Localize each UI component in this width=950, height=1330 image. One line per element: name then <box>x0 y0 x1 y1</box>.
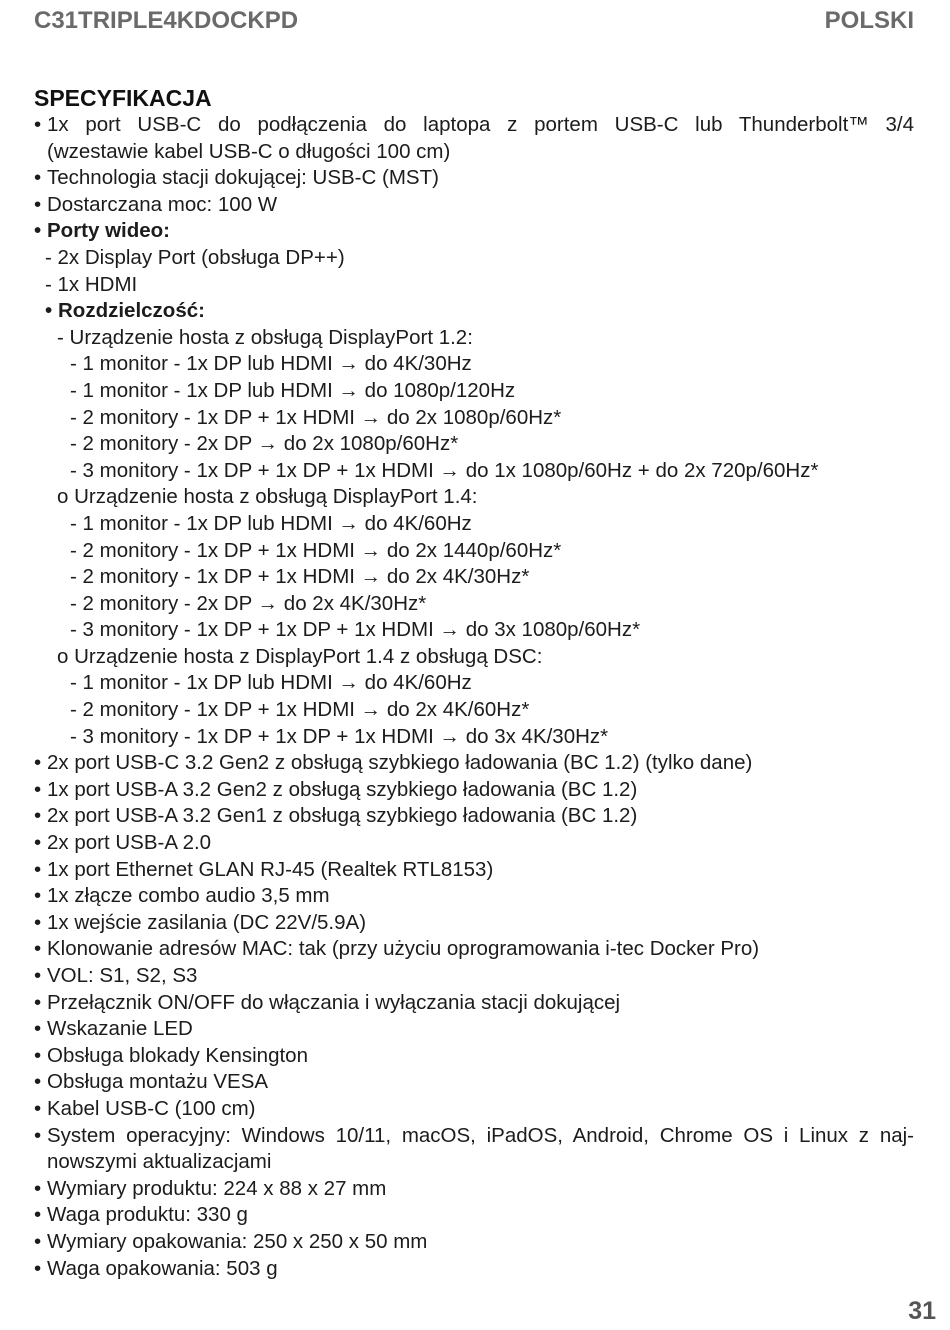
spec-item-text: VOL: S1, S2, S3 <box>47 964 198 987</box>
spec-bullet-item <box>34 857 914 884</box>
spec-item-text: Technologia stacji dokującej: USB-C (MST) <box>47 166 439 190</box>
bullet-marker: • <box>34 831 42 855</box>
bullet-marker: • <box>45 299 53 323</box>
spec-item-text: - 1 monitor - 1x DP lub HDMI → do 4K/60Hz <box>70 511 472 535</box>
spec-sub-item <box>34 511 914 538</box>
spec-item-text: 1x port USB-A 3.2 Gen2 z obsługą szybkiego ładowania (BC 1.2) <box>47 777 638 801</box>
bullet-marker: • <box>34 751 42 775</box>
spec-item-text: Wskazanie LED <box>47 1017 193 1041</box>
bullet-marker: • <box>34 219 42 243</box>
spec-item-text: 2x port USB-A 2.0 <box>47 831 212 855</box>
spec-sub-item <box>34 670 914 697</box>
spec-item-text: - 1 monitor - 1x DP lub HDMI → do 4K/60Hz <box>70 671 472 695</box>
spec-bullet-item <box>34 830 914 857</box>
spec-item-text: nowszymi aktualizacjami <box>47 1150 272 1174</box>
spec-item-text: Wymiary opakowania: 250 x 250 x 50 mm <box>47 1229 428 1253</box>
document-model-header: C31TRIPLE4KDOCKPD <box>34 7 299 34</box>
bullet-marker: • <box>34 777 42 801</box>
bullet-marker: • <box>34 1123 42 1147</box>
bullet-marker: • <box>34 192 42 216</box>
spec-item-text: - 3 monitory - 1x DP + 1x DP + 1x HDMI → do 3x 1080p/60Hz* <box>70 618 641 642</box>
bullet-marker: • <box>34 1203 42 1227</box>
spec-bullet-item <box>34 165 914 192</box>
spec-sub-item <box>34 245 914 272</box>
bullet-marker: • <box>34 1229 42 1253</box>
spec-bullet-item <box>34 936 914 963</box>
spec-bullet-item <box>34 750 914 777</box>
section-title: SPECYFIKACJA <box>34 85 212 111</box>
spec-item-text: - 2 monitory - 2x DP → do 2x 4K/30Hz* <box>70 591 427 615</box>
spec-bullet-item <box>34 910 914 937</box>
spec-bullet-item <box>34 192 914 219</box>
spec-sub-item <box>34 591 914 618</box>
spec-item-text: Waga opakowania: 503 g <box>47 1256 278 1280</box>
spec-item-text: (wzestawie kabel USB-C o długości 100 cm) <box>47 139 451 163</box>
spec-item-text: 1x złącze combo audio 3,5 mm <box>47 884 330 908</box>
spec-item-text: 1x port Ethernet GLAN RJ-45 (Realtek RTL8153) <box>47 857 494 881</box>
spec-continuation-line <box>34 1149 914 1176</box>
spec-sub-item <box>34 644 914 671</box>
specification-section <box>34 84 914 1282</box>
spec-bullet-item <box>34 1202 914 1229</box>
bullet-marker: • <box>34 1176 42 1200</box>
spec-sub-item <box>34 484 914 511</box>
spec-item-text: Wymiary produktu: 224 x 88 x 27 mm <box>47 1176 387 1200</box>
bullet-marker: • <box>34 857 42 881</box>
bullet-marker: • <box>34 884 42 908</box>
spec-item-text: 2x port USB-A 3.2 Gen1 z obsługą szybkiego ładowania (BC 1.2) <box>47 804 638 828</box>
spec-continuation-line <box>34 139 914 166</box>
spec-bullet-item <box>34 777 914 804</box>
spec-item-text: Przełącznik ON/OFF do włączania i wyłączania stacji dokującej <box>47 990 621 1014</box>
spec-item-text: 1x wejście zasilania (DC 22V/5.9A) <box>47 910 367 934</box>
spec-item-text: - 2x Display Port (obsługa DP++) <box>45 245 345 269</box>
spec-item-text: - 2 monitory - 1x DP + 1x HDMI → do 2x 1080p/60Hz* <box>70 405 562 429</box>
bullet-marker: • <box>34 1043 42 1067</box>
spec-item-text: o Urządzenie hosta z obsługą DisplayPort 1.4: <box>57 485 478 509</box>
spec-item-text: - 2 monitory - 1x DP + 1x HDMI → do 2x 4K/30Hz* <box>70 565 530 589</box>
spec-sub-item <box>34 431 914 458</box>
bullet-marker: • <box>34 990 42 1014</box>
spec-item-text: System operacyjny: Windows 10/11, macOS, iPadOS, Android, Chrome OS i Linux z naj- <box>47 1123 914 1147</box>
language-header: POLSKI <box>824 7 914 34</box>
page-number: 31 <box>908 1297 936 1325</box>
spec-item-text: - 1 monitor - 1x DP lub HDMI → do 4K/30Hz <box>70 352 472 376</box>
spec-item-text: Klonowanie adresów MAC: tak (przy użyciu oprogramowania i-tec Docker Pro) <box>47 937 760 961</box>
spec-sub-item <box>34 724 914 751</box>
spec-item-text: Kabel USB-C (100 cm) <box>47 1096 256 1120</box>
bullet-marker: • <box>34 1096 42 1120</box>
bullet-marker: • <box>34 964 42 987</box>
bullet-marker: • <box>34 1070 42 1094</box>
spec-bullet-item <box>34 803 914 830</box>
spec-sub-item <box>34 378 914 405</box>
spec-bullet-item <box>34 883 914 910</box>
spec-bullet-item <box>34 1016 914 1043</box>
spec-sub-item <box>34 272 914 299</box>
spec-item-text: - 1x HDMI <box>45 272 138 296</box>
spec-sub-item <box>34 538 914 565</box>
spec-sub-item <box>34 405 914 432</box>
spec-bullet-item <box>34 1043 914 1070</box>
spec-item-text: - 2 monitory - 1x DP + 1x HDMI → do 2x 4K/60Hz* <box>70 698 530 722</box>
spec-item-text: Obsługa montażu VESA <box>47 1070 269 1094</box>
spec-item-text: Dostarczana moc: 100 W <box>47 192 278 216</box>
spec-item-text: 2x port USB-C 3.2 Gen2 z obsługą szybkiego ładowania (BC 1.2) (tylko dane) <box>47 751 753 775</box>
spec-subheading-item <box>34 298 914 325</box>
spec-item-text: Rozdzielczość: <box>58 299 205 323</box>
spec-sub-item <box>34 325 914 352</box>
spec-sub-item <box>34 564 914 591</box>
spec-bullet-item <box>34 1229 914 1256</box>
spec-item-text: - 3 monitory - 1x DP + 1x DP + 1x HDMI → do 3x 4K/30Hz* <box>70 724 609 748</box>
bullet-marker: • <box>34 113 42 136</box>
bullet-marker: • <box>34 804 42 828</box>
spec-item-text: - 2 monitory - 2x DP → do 2x 1080p/60Hz* <box>70 432 459 456</box>
spec-bullet-item <box>34 112 914 139</box>
bullet-marker: • <box>34 910 42 934</box>
spec-item-text: Obsługa blokady Kensington <box>47 1043 308 1067</box>
spec-item-text: 1x port USB-C do podłączenia do laptopa z portem USB-C lub Thunderbolt™ 3/4 <box>47 113 914 136</box>
spec-sub-item <box>34 617 914 644</box>
spec-item-text: - 2 monitory - 1x DP + 1x HDMI → do 2x 1440p/60Hz* <box>70 538 562 562</box>
spec-item-text: Waga produktu: 330 g <box>47 1203 248 1227</box>
spec-bullet-item <box>34 963 914 990</box>
spec-bullet-item <box>34 990 914 1017</box>
spec-bullet-item <box>34 1123 914 1150</box>
spec-sub-item <box>34 351 914 378</box>
bullet-marker: • <box>34 166 42 190</box>
spec-bullet-item <box>34 1176 914 1203</box>
spec-sub-item <box>34 697 914 724</box>
spec-bullet-item <box>34 1256 914 1283</box>
spec-bullet-item <box>34 1096 914 1123</box>
spec-item-text: o Urządzenie hosta z DisplayPort 1.4 z obsługą DSC: <box>57 644 543 668</box>
spec-item-text: - 1 monitor - 1x DP lub HDMI → do 1080p/120Hz <box>70 378 516 402</box>
bullet-marker: • <box>34 937 42 961</box>
specification-list <box>34 112 914 1282</box>
spec-item-text: - 3 monitory - 1x DP + 1x DP + 1x HDMI → do 1x 1080p/60Hz + do 2x 720p/60Hz* <box>70 458 819 482</box>
bullet-marker: • <box>34 1256 42 1280</box>
spec-sub-item <box>34 458 914 485</box>
spec-item-text: Porty wideo: <box>47 219 171 243</box>
spec-item-text: - Urządzenie hosta z obsługą DisplayPort 1.2: <box>57 325 473 349</box>
spec-bullet-item <box>34 1069 914 1096</box>
spec-bullet-item <box>34 218 914 245</box>
bullet-marker: • <box>34 1017 42 1041</box>
